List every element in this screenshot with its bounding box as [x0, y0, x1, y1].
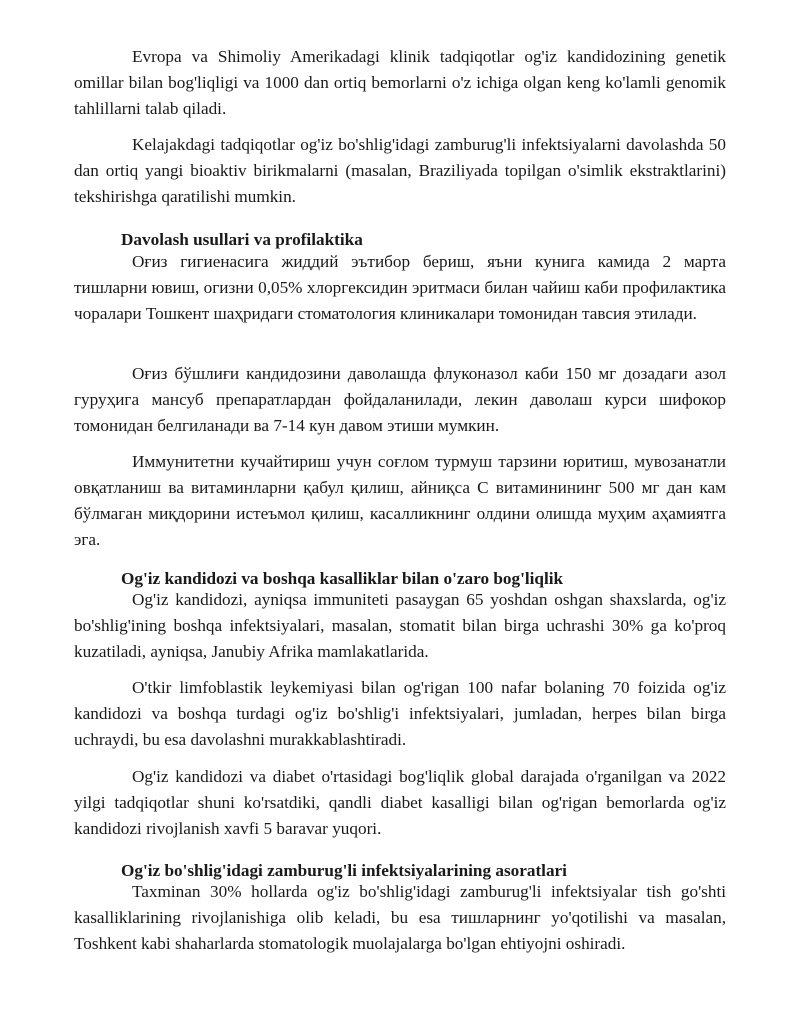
paragraph-gum-disease: Taxminan 30% hollarda og'iz bo'shlig'idagi zamburug'li infektsiyalar tish go'shti kasalliklarining rivojlanishiga olib keladi, bu esa тишларнинг yo'qotilishi va masalan, Toshkent kabi shaharlarda stomatologik muolajalarga bo'lgan ehtiyojni oshiradi.	[74, 882, 726, 953]
paragraph-oral-hygiene: Оғиз гигиенасига жиддий эътибор бериш, яъни кунига камида 2 марта тишларни ювиш, огизни 0,05% хлоргексидин эритмаси билан чайиш каби профилактика чоралари Тошкент шаҳридаги стоматология клиникалари томонидан тавсия этилади.	[74, 252, 726, 323]
section-heading-complications: Og'iz bo'shlig'idagi zamburug'li infektsiyalarining asoratlari	[121, 861, 567, 880]
paragraph-fluconazole: Оғиз бўшлиғи кандидозини даволашда флуконазол каби 150 мг дозадаги азол гуруҳига мансуб препаратлардан фойдаланилади, лекин даволаш курси шифокор томонидан белгиланади ва 7-14 кун давом этиши мумкин.	[74, 364, 726, 435]
paragraph-future-research: Kelajakdagi tadqiqotlar og'iz bo'shlig'idagi zamburug'li infektsiyalarni davolashda 50 dan ortiq yangi bioaktiv birikmalarni (masalan, Braziliyada topilgan o'simlik ekstraktlarini) tekshirishga qaratilishi mumkin.	[74, 135, 726, 206]
section-heading-related-diseases: Og'iz kandidozi va boshqa kasalliklar bilan o'zaro bog'liqlik	[121, 569, 564, 588]
section-heading-treatment: Davolash usullari va profilaktika	[121, 230, 363, 249]
paragraph-genetic-research: Evropa va Shimoliy Amerikadagi klinik tadqiqotlar og'iz kandidozining genetik omillar bilan bog'liqligi va 1000 dan ortiq bemorlarni o'z ichiga olgan keng ko'lamli genomik tahlillarni talab qiladi.	[74, 47, 726, 118]
paragraph-stomatitis: Og'iz kandidozi, ayniqsa immuniteti pasaygan 65 yoshdan oshgan shaxslarda, og'iz bo'shlig'ining boshqa infektsiyalari, masalan, stomatit bilan birga uchrashi 30% ga ko'proq kuzatiladi, ayniqsa, Janubiy Afrika mamlakatlarida.	[74, 590, 726, 661]
paragraph-immunity: Иммунитетни кучайтириш учун соғлом турмуш тарзини юритиш, мувозанатли овқатланиш ва витаминларни қабул қилиш, айниқса C витаминининг 500 мг дан кам бўлмаган миқдорини истеъмол қилиш, касалликнинг олдини олишда муҳим аҳамиятга эга.	[74, 452, 726, 549]
paragraph-leukemia: O'tkir limfoblastik leykemiyasi bilan og'rigan 100 nafar bolaning 70 foizida og'iz kandidozi va boshqa turdagi og'iz bo'shlig'i infektsiyalari, jumladan, herpes bilan birga uchraydi, bu esa davolashni murakkablashtiradi.	[74, 678, 726, 749]
paragraph-diabetes: Og'iz kandidozi va diabet o'rtasidagi bog'liqlik global darajada o'rganilgan va 2022 yilgi tadqiqotlar shuni ko'rsatdiki, qandli diabet kasalligi bilan og'rigan bemorlarda og'iz kandidozi rivojlanish xavfi 5 baravar yuqori.	[74, 767, 726, 838]
